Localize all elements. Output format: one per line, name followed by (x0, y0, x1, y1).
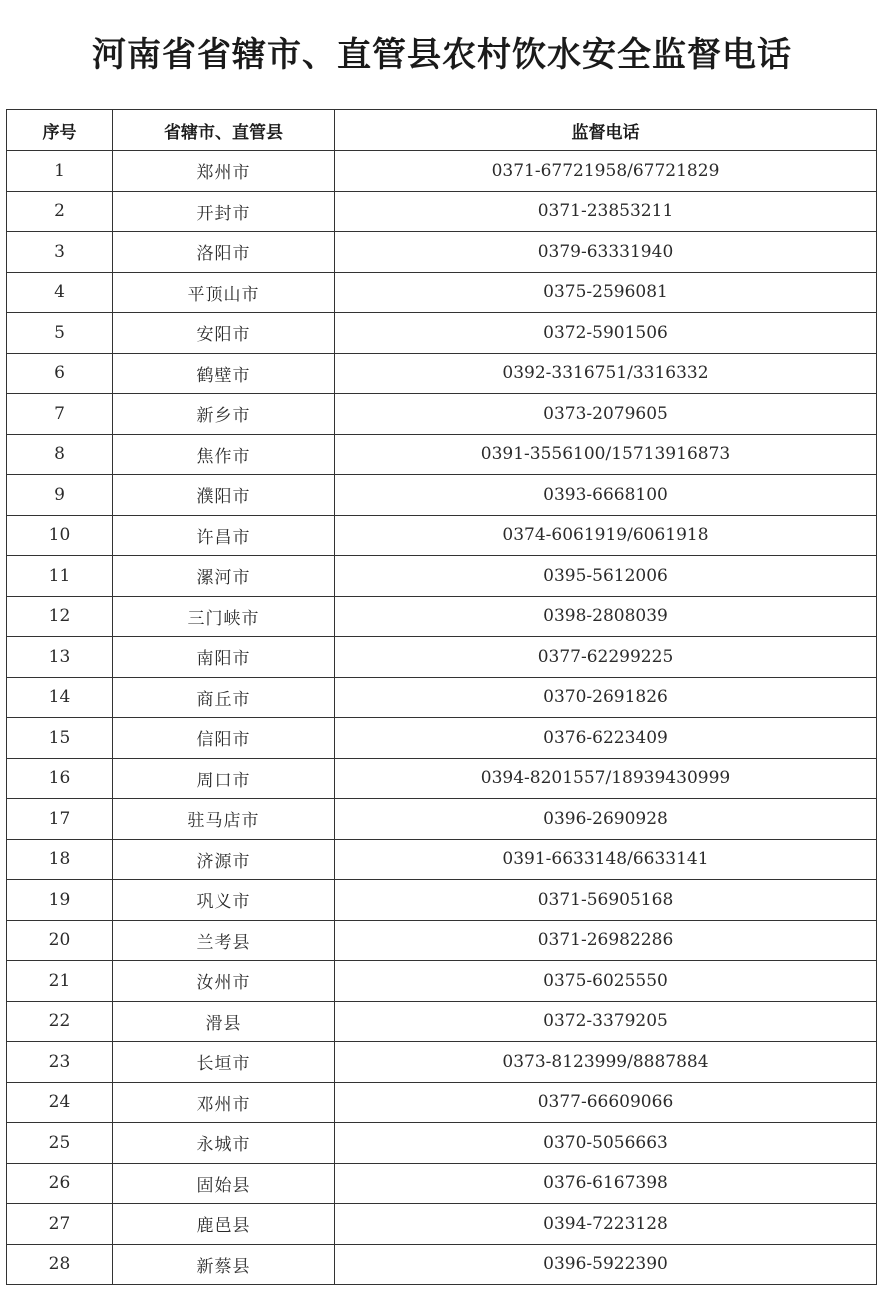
table-row (7, 839, 877, 880)
cell-no: 8 (7, 434, 113, 475)
cell-name: 邓州市 (113, 1082, 335, 1123)
cell-phone: 0371-26982286 (335, 920, 877, 961)
cell-name: 长垣市 (113, 1042, 335, 1083)
table-row (7, 1244, 877, 1285)
table-row (7, 758, 877, 799)
cell-phone: 0394-8201557/18939430999 (335, 758, 877, 799)
cell-name: 固始县 (113, 1163, 335, 1204)
table-row (7, 920, 877, 961)
cell-name: 信阳市 (113, 718, 335, 759)
table-row (7, 232, 877, 273)
page-title: 河南省省辖市、直管县农村饮水安全监督电话 (92, 35, 792, 75)
cell-no: 5 (7, 313, 113, 354)
cell-no: 17 (7, 799, 113, 840)
cell-phone: 0394-7223128 (335, 1204, 877, 1245)
cell-name: 焦作市 (113, 434, 335, 475)
table-row (7, 1204, 877, 1245)
header-phone: 监督电话 (335, 110, 877, 151)
cell-no: 28 (7, 1244, 113, 1285)
cell-no: 14 (7, 677, 113, 718)
cell-phone: 0398-2808039 (335, 596, 877, 637)
cell-no: 2 (7, 191, 113, 232)
cell-name: 济源市 (113, 839, 335, 880)
cell-name: 兰考县 (113, 920, 335, 961)
cell-no: 18 (7, 839, 113, 880)
cell-name: 巩义市 (113, 880, 335, 921)
table-row (7, 799, 877, 840)
cell-phone: 0375-2596081 (335, 272, 877, 313)
cell-name: 洛阳市 (113, 232, 335, 273)
cell-phone: 0371-56905168 (335, 880, 877, 921)
cell-name: 永城市 (113, 1123, 335, 1164)
table-row (7, 191, 877, 232)
cell-no: 26 (7, 1163, 113, 1204)
table-row (7, 151, 877, 192)
cell-phone: 0395-5612006 (335, 556, 877, 597)
header-no: 序号 (7, 110, 113, 151)
cell-phone: 0373-2079605 (335, 394, 877, 435)
cell-phone: 0377-66609066 (335, 1082, 877, 1123)
table-row (7, 637, 877, 678)
cell-no: 12 (7, 596, 113, 637)
cell-name: 南阳市 (113, 637, 335, 678)
cell-no: 13 (7, 637, 113, 678)
cell-name: 滑县 (113, 1001, 335, 1042)
cell-name: 平顶山市 (113, 272, 335, 313)
cell-no: 19 (7, 880, 113, 921)
cell-phone: 0371-67721958/67721829 (335, 151, 877, 192)
cell-phone: 0372-3379205 (335, 1001, 877, 1042)
cell-no: 10 (7, 515, 113, 556)
cell-phone: 0391-6633148/6633141 (335, 839, 877, 880)
table-row (7, 515, 877, 556)
cell-name: 驻马店市 (113, 799, 335, 840)
cell-phone: 0376-6223409 (335, 718, 877, 759)
cell-name: 新蔡县 (113, 1244, 335, 1285)
table-row (7, 272, 877, 313)
cell-phone: 0372-5901506 (335, 313, 877, 354)
cell-name: 鹤壁市 (113, 353, 335, 394)
cell-no: 25 (7, 1123, 113, 1164)
table-row (7, 1001, 877, 1042)
cell-phone: 0379-63331940 (335, 232, 877, 273)
cell-no: 9 (7, 475, 113, 516)
cell-no: 6 (7, 353, 113, 394)
cell-phone: 0371-23853211 (335, 191, 877, 232)
cell-phone: 0396-2690928 (335, 799, 877, 840)
cell-phone: 0377-62299225 (335, 637, 877, 678)
table-row (7, 313, 877, 354)
cell-no: 7 (7, 394, 113, 435)
cell-phone: 0373-8123999/8887884 (335, 1042, 877, 1083)
table-row (7, 1082, 877, 1123)
table-header (7, 110, 877, 151)
cell-no: 11 (7, 556, 113, 597)
cell-phone: 0375-6025550 (335, 961, 877, 1002)
cell-name: 汝州市 (113, 961, 335, 1002)
table-row (7, 596, 877, 637)
cell-name: 许昌市 (113, 515, 335, 556)
cell-no: 22 (7, 1001, 113, 1042)
cell-phone: 0376-6167398 (335, 1163, 877, 1204)
cell-name: 商丘市 (113, 677, 335, 718)
table-row (7, 394, 877, 435)
cell-phone: 0370-2691826 (335, 677, 877, 718)
cell-phone: 0396-5922390 (335, 1244, 877, 1285)
cell-phone: 0374-6061919/6061918 (335, 515, 877, 556)
cell-name: 濮阳市 (113, 475, 335, 516)
cell-name: 新乡市 (113, 394, 335, 435)
cell-no: 3 (7, 232, 113, 273)
cell-name: 郑州市 (113, 151, 335, 192)
cell-no: 27 (7, 1204, 113, 1245)
table-row (7, 1163, 877, 1204)
cell-name: 三门峡市 (113, 596, 335, 637)
cell-no: 4 (7, 272, 113, 313)
table-row (7, 434, 877, 475)
header-row (7, 110, 877, 151)
cell-no: 24 (7, 1082, 113, 1123)
cell-name: 周口市 (113, 758, 335, 799)
cell-no: 16 (7, 758, 113, 799)
cell-phone: 0392-3316751/3316332 (335, 353, 877, 394)
cell-no: 21 (7, 961, 113, 1002)
cell-phone: 0370-5056663 (335, 1123, 877, 1164)
table-row (7, 556, 877, 597)
table-row (7, 718, 877, 759)
cell-no: 20 (7, 920, 113, 961)
cell-name: 开封市 (113, 191, 335, 232)
table-body (7, 151, 877, 1285)
cell-no: 23 (7, 1042, 113, 1083)
cell-name: 安阳市 (113, 313, 335, 354)
cell-phone: 0393-6668100 (335, 475, 877, 516)
table-row (7, 475, 877, 516)
table-row (7, 880, 877, 921)
table-row (7, 677, 877, 718)
header-name: 省辖市、直管县 (113, 110, 335, 151)
table-row (7, 353, 877, 394)
cell-name: 鹿邑县 (113, 1204, 335, 1245)
table-row (7, 1042, 877, 1083)
table-row (7, 1123, 877, 1164)
table-row (7, 961, 877, 1002)
cell-no: 15 (7, 718, 113, 759)
cell-name: 漯河市 (113, 556, 335, 597)
phone-table (6, 109, 877, 1285)
cell-no: 1 (7, 151, 113, 192)
cell-phone: 0391-3556100/15713916873 (335, 434, 877, 475)
